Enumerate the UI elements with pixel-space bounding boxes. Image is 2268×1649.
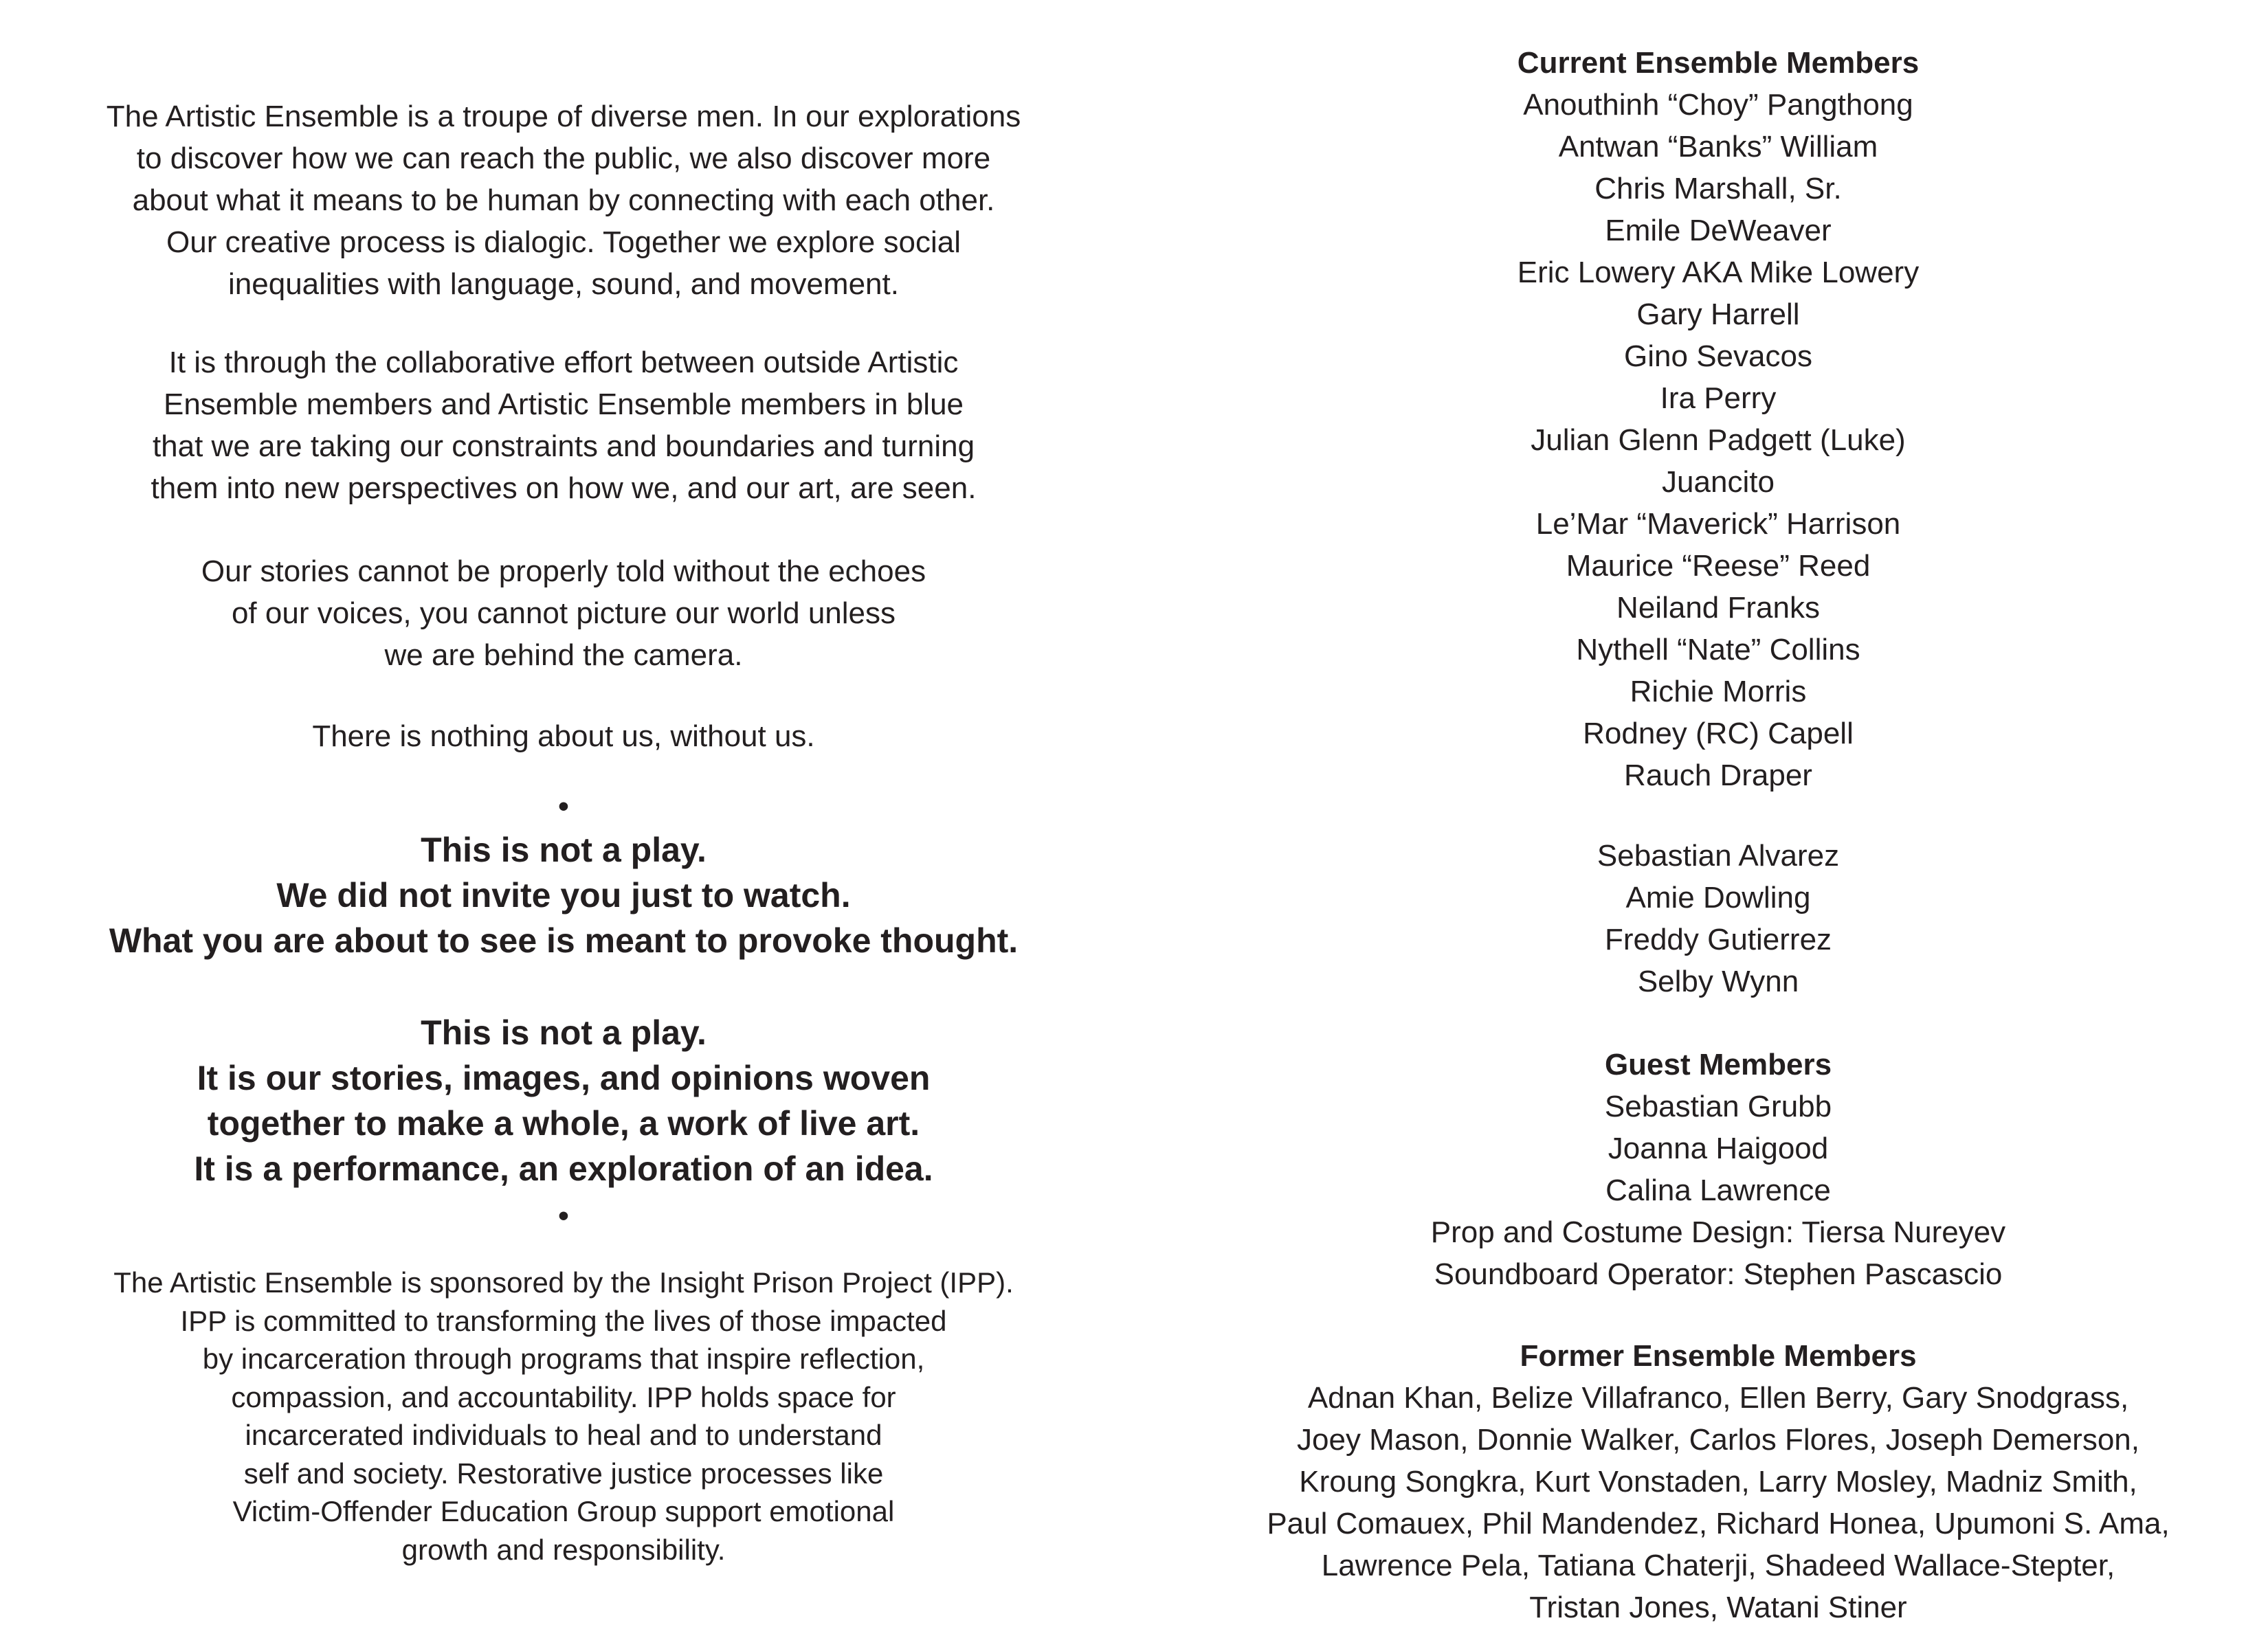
intro-line: about what it means to be human by connecting with each other. xyxy=(132,183,995,217)
guest-name: Joanna Haigood xyxy=(1608,1132,1829,1165)
member-name: Ira Perry xyxy=(1660,381,1777,415)
former-line: Kroung Songkra, Kurt Vonstaden, Larry Mosley, Madniz Smith, xyxy=(1299,1465,2137,1499)
stories-line: Our stories cannot be properly told without the echoes xyxy=(201,554,926,588)
divider-dot-top: • xyxy=(558,789,569,823)
stories-line: of our voices, you cannot picture our world unless xyxy=(231,596,896,630)
intro-line: to discover how we can reach the public, we also discover more xyxy=(136,142,991,175)
member-name: Emile DeWeaver xyxy=(1605,214,1832,247)
collab-line: that we are taking our constraints and boundaries and turning xyxy=(152,429,975,463)
bold-line: together to make a whole, a work of live art. xyxy=(207,1104,920,1143)
current-members-heading: Current Ensemble Members xyxy=(1517,46,1920,80)
guest-name: Sebastian Grubb xyxy=(1604,1090,1832,1123)
intro-line: The Artistic Ensemble is a troupe of diverse men. In our explorations xyxy=(106,100,1021,133)
member-name: Gary Harrell xyxy=(1636,298,1800,331)
stories-line: we are behind the camera. xyxy=(384,638,743,672)
sponsor-line: by incarceration through programs that inspire reflection, xyxy=(202,1343,925,1375)
member-name: Gino Sevacos xyxy=(1624,339,1812,373)
bold-line: We did not invite you just to watch. xyxy=(276,876,851,915)
sponsor-line: growth and responsibility. xyxy=(401,1533,726,1566)
bold-line: It is our stories, images, and opinions woven xyxy=(197,1059,931,1097)
intro-line: Our creative process is dialogic. Together we explore social xyxy=(166,225,961,259)
former-line: Paul Comauex, Phil Mandendez, Richard Honea, Upumoni S. Ama, xyxy=(1267,1507,2170,1540)
collab-line: them into new perspectives on how we, and our art, are seen. xyxy=(151,471,977,505)
member-name: Amie Dowling xyxy=(1625,881,1811,915)
sponsor-line: Victim-Offender Education Group support emotional xyxy=(232,1495,895,1527)
sponsor-line: The Artistic Ensemble is sponsored by the Insight Prison Project (IPP). xyxy=(113,1266,1014,1299)
former-line: Tristan Jones, Watani Stiner xyxy=(1529,1591,1907,1624)
member-name: Freddy Gutierrez xyxy=(1604,923,1832,956)
member-name: Nythell “Nate” Collins xyxy=(1576,633,1860,666)
guest-name: Soundboard Operator: Stephen Pascascio xyxy=(1434,1257,2003,1291)
former-line: Joey Mason, Donnie Walker, Carlos Flores, Joseph Demerson, xyxy=(1297,1423,2139,1457)
bold-line: What you are about to see is meant to provoke thought. xyxy=(109,921,1019,960)
bold-line: This is not a play. xyxy=(421,1013,707,1052)
member-name: Rodney (RC) Capell xyxy=(1583,717,1854,750)
member-name: Chris Marshall, Sr. xyxy=(1594,172,1842,205)
member-name: Richie Morris xyxy=(1630,675,1807,708)
member-name: Antwan “Banks” William xyxy=(1558,130,1878,164)
member-name: Eric Lowery AKA Mike Lowery xyxy=(1517,256,1920,289)
member-name: Rauch Draper xyxy=(1624,759,1812,792)
nothing-about-us-line: There is nothing about us, without us. xyxy=(312,719,815,753)
bold-line: This is not a play. xyxy=(421,831,707,869)
sponsor-line: compassion, and accountability. IPP holds space for xyxy=(231,1380,896,1413)
former-line: Lawrence Pela, Tatiana Chaterji, Shadeed Wallace-Stepter, xyxy=(1321,1549,2115,1582)
member-name: Anouthinh “Choy” Pangthong xyxy=(1523,88,1913,122)
member-name: Sebastian Alvarez xyxy=(1597,839,1840,873)
divider-dot-bottom: • xyxy=(558,1199,569,1233)
member-name: Neiland Franks xyxy=(1616,591,1820,625)
collab-line: Ensemble members and Artistic Ensemble members in blue xyxy=(163,388,964,421)
member-name: Julian Glenn Padgett (Luke) xyxy=(1531,423,1906,457)
guest-name: Calina Lawrence xyxy=(1605,1174,1831,1207)
member-name: Maurice “Reese” Reed xyxy=(1566,549,1871,583)
member-name: Le’Mar “Maverick” Harrison xyxy=(1535,507,1901,541)
sponsor-line: self and society. Restorative justice processes like xyxy=(243,1457,884,1490)
former-members-heading: Former Ensemble Members xyxy=(1520,1339,1917,1373)
sponsor-line: incarcerated individuals to heal and to understand xyxy=(245,1419,882,1451)
collab-line: It is through the collaborative effort between outside Artistic xyxy=(168,346,959,379)
former-line: Adnan Khan, Belize Villafranco, Ellen Berry, Gary Snodgrass, xyxy=(1307,1381,2129,1415)
member-name: Selby Wynn xyxy=(1637,965,1799,998)
intro-line: inequalities with language, sound, and movement. xyxy=(228,267,899,301)
bold-line: It is a performance, an exploration of an idea. xyxy=(194,1149,933,1188)
member-name: Juancito xyxy=(1662,465,1775,499)
sponsor-line: IPP is committed to transforming the lives of those impacted xyxy=(180,1304,947,1337)
guest-name: Prop and Costume Design: Tiersa Nureyev xyxy=(1430,1215,2006,1249)
guest-members-heading: Guest Members xyxy=(1604,1048,1832,1081)
